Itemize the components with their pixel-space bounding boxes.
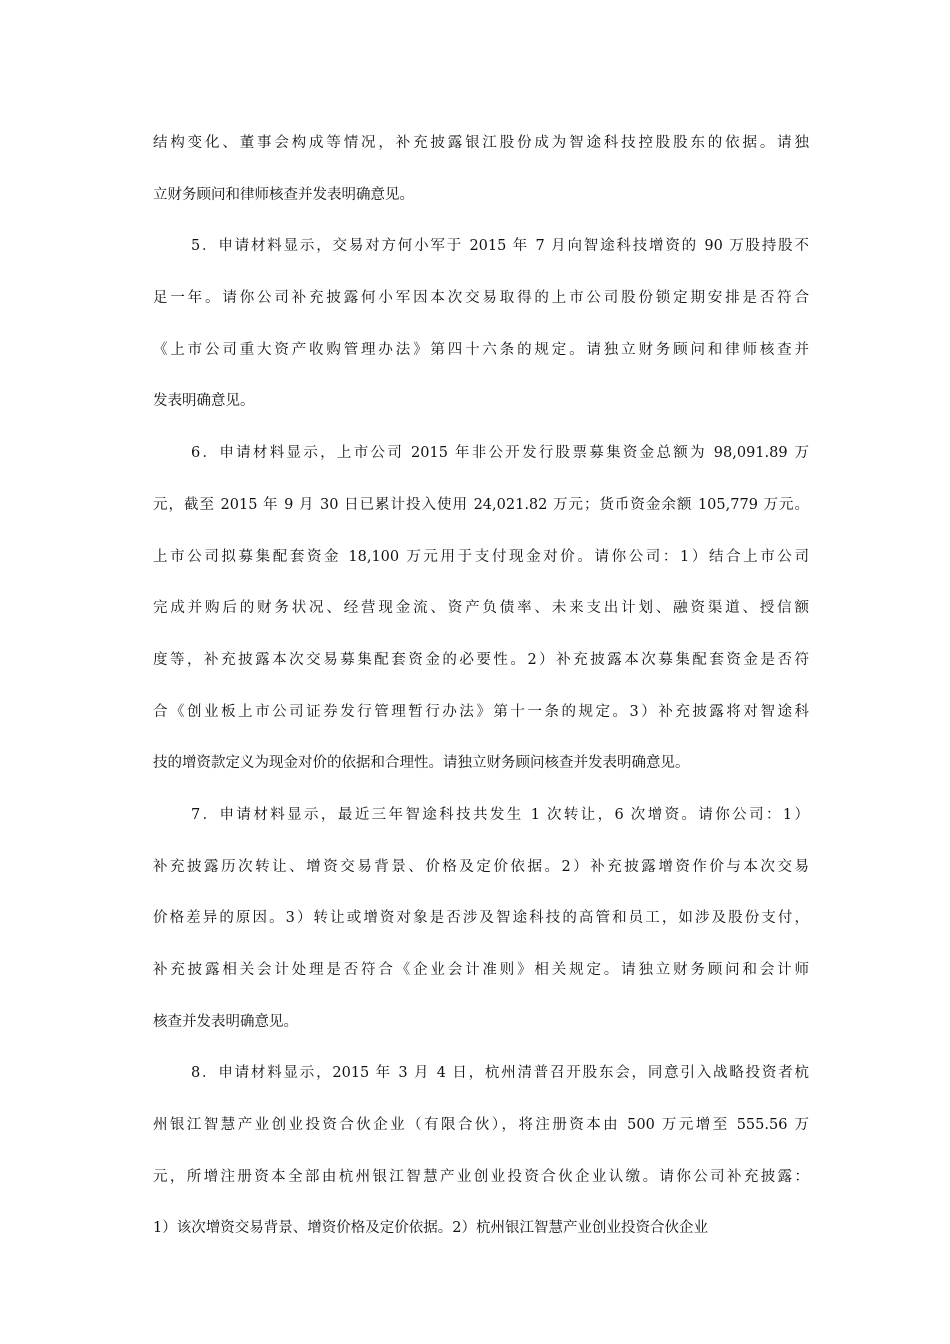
text-line: 核查并发表明确意见。 [153,1013,298,1030]
text-line: 州银江智慧产业创业投资合伙企业（有限合伙），将注册资本由 500 万元增至 555.56 万 [153,1117,809,1134]
text-line: 完成并购后的财务状况、经营现金流、资产负债率、未来支出计划、融资渠道、授信额 [153,600,809,617]
document-body [153,118,809,1255]
text-line: 立财务顾问和律师核查并发表明确意见。 [153,186,414,203]
item-8-first-line: 8．申请材料显示，2015 年 3 月 4 日，杭州清普召开股东会，同意引入战略投资者杭 [191,1065,809,1082]
text-line: 价格差异的原因。3）转让或增资对象是否涉及智途科技的高管和员工，如涉及股份支付， [153,910,809,927]
item-5-first-line: 5．申请材料显示，交易对方何小军于 2015 年 7 月向智途科技增资的 90 万股持股不 [191,238,809,255]
text-line: 元，所增注册资本全部由杭州银江智慧产业创业投资合伙企业认缴。请你公司补充披露： [153,1168,809,1185]
text-line: 《上市公司重大资产收购管理办法》第四十六条的规定。请独立财务顾问和律师核查并 [153,341,809,358]
text-line: 足一年。请你公司补充披露何小军因本次交易取得的上市公司股份锁定期安排是否符合 [153,290,809,307]
text-line: 结构变化、董事会构成等情况，补充披露银江股份成为智途科技控股股东的依据。请独 [153,135,809,151]
text-line: 发表明确意见。 [153,393,255,410]
item-6-first-line: 6．申请材料显示，上市公司 2015 年非公开发行股票募集资金总额为 98,091.89 万 [191,445,809,462]
item-7-first-line: 7．申请材料显示，最近三年智途科技共发生 1 次转让，6 次增资。请你公司：1） [191,806,809,823]
text-line: 上市公司拟募集配套资金 18,100 万元用于支付现金对价。请你公司：1）结合上市公司 [153,548,809,565]
text-line: 1）该次增资交易背景、增资价格及定价依据。2）杭州银江智慧产业创业投资合伙企业 [153,1220,708,1237]
text-line: 元，截至 2015 年 9 月 30 日已累计投入使用 24,021.82 万元；货币资金余额 105,779 万元。 [153,496,809,513]
text-line: 合《创业板上市公司证券发行管理暂行办法》第十一条的规定。3）补充披露将对智途科 [153,703,809,720]
text-line: 补充披露历次转让、增资交易背景、价格及定价依据。2）补充披露增资作价与本次交易 [153,858,809,875]
text-line: 技的增资款定义为现金对价的依据和合理性。请独立财务顾问核查并发表明确意见。 [153,755,690,772]
text-line: 补充披露相关会计处理是否符合《企业会计准则》相关规定。请独立财务顾问和会计师 [153,962,809,978]
text-line: 度等，补充披露本次交易募集配套资金的必要性。2）补充披露本次募集配套资金是否符 [153,651,809,668]
